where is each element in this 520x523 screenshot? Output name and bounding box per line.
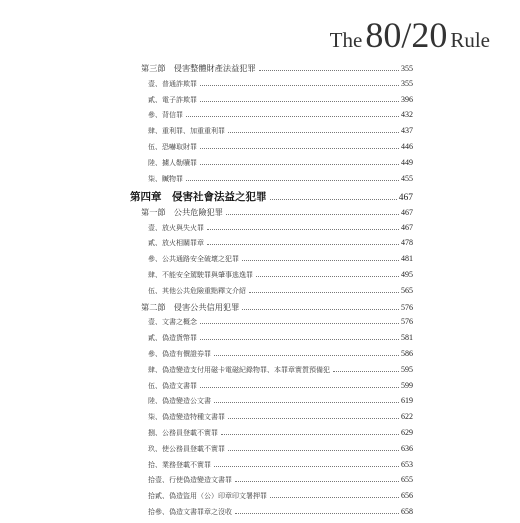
toc-item-row <box>130 238 413 254</box>
toc-page-number: 653 <box>401 459 413 469</box>
toc-page-number: 467 <box>398 193 413 204</box>
toc-leader-dots <box>242 260 399 261</box>
toc-page-number: 432 <box>401 110 413 120</box>
toc-leader-dots <box>200 101 399 102</box>
toc-entry-title: 肆、偽造變造支付用磁卡電磁紀錄物罪、本罪章實質預備犯 <box>148 365 330 374</box>
brand-rule: Rule <box>450 28 490 52</box>
toc-entry-title: 伍、偽造文書罪 <box>148 381 197 390</box>
toc-entry-title: 柒、贓物罪 <box>148 174 183 183</box>
toc-leader-dots <box>200 164 399 165</box>
toc-item-row <box>130 286 413 302</box>
toc-item-row <box>130 270 413 286</box>
toc-item-row <box>130 333 413 349</box>
brand-the: The <box>329 28 363 52</box>
book-brand-header <box>330 14 490 56</box>
toc-leader-dots <box>270 199 397 200</box>
toc-entry-title: 貳、偽造貨幣罪 <box>148 334 197 343</box>
toc-entry-title: 柒、偽造變造特種文書罪 <box>148 413 225 422</box>
toc-leader-dots <box>235 481 399 482</box>
toc-section-row <box>130 207 413 223</box>
toc-item-row <box>130 412 413 428</box>
toc-entry-title: 第四章 侵害社會法益之犯罪 <box>130 191 267 204</box>
toc-page-number: 455 <box>401 173 413 183</box>
toc-page-number: 629 <box>401 428 413 438</box>
toc-leader-dots <box>214 402 399 403</box>
toc-entry-title: 拾、業務登載不實罪 <box>148 460 211 469</box>
toc-leader-dots <box>228 132 399 133</box>
toc-entry-title: 拾貳、偽造盜用（公）印章印文署押罪 <box>148 492 267 501</box>
toc-leader-dots <box>186 180 399 181</box>
toc-page-number: 576 <box>401 317 413 327</box>
toc-entry-title: 參、公共通路安全破壞之犯罪 <box>148 255 239 264</box>
toc-leader-dots <box>214 355 399 356</box>
toc-page-number: 396 <box>401 94 413 104</box>
toc-item-row <box>130 396 413 412</box>
toc-page-number: 565 <box>401 285 413 295</box>
toc-leader-dots <box>200 387 399 388</box>
toc-page-number: 581 <box>401 333 413 343</box>
toc-page-number: 446 <box>401 141 413 151</box>
toc-leader-dots <box>200 85 399 86</box>
brand-number: 80/20 <box>365 15 448 55</box>
toc-page-number: 658 <box>401 507 413 517</box>
toc-leader-dots <box>256 276 399 277</box>
toc-item-row <box>130 79 413 95</box>
toc-leader-dots <box>228 418 399 419</box>
toc-entry-title: 拾參、偽造文書罪章之沒收 <box>148 508 232 517</box>
toc-leader-dots <box>214 466 399 467</box>
toc-entry-title: 拾壹、行使偽造變造文書罪 <box>148 476 232 485</box>
toc-item-row <box>130 317 413 333</box>
toc-entry-title: 第三節 侵害整體財產法益犯罪 <box>141 63 256 73</box>
toc-page-number: 576 <box>401 302 413 312</box>
toc-page-number: 449 <box>401 157 413 167</box>
toc-item-row <box>130 475 413 491</box>
toc-item-row <box>130 381 413 397</box>
toc-entry-title: 肆、不能安全駕駛罪與肇事逃逸罪 <box>148 271 253 280</box>
toc-page-number: 586 <box>401 349 413 359</box>
toc-leader-dots <box>207 244 399 245</box>
toc-entry-title: 陸、擄人勒贖罪 <box>148 158 197 167</box>
toc-item-row <box>130 126 413 142</box>
toc-page-number: 478 <box>401 238 413 248</box>
toc-entry-title: 第二節 侵害公共信用犯罪 <box>141 301 240 312</box>
toc-entry-title: 參、偽造有價證券罪 <box>148 350 211 359</box>
toc-page-number: 495 <box>401 270 413 280</box>
toc-page-number: 622 <box>401 412 413 422</box>
toc-item-row <box>130 428 413 444</box>
toc-entry-title: 貳、放火相關罪章 <box>148 239 204 248</box>
toc-leader-dots <box>221 434 399 435</box>
toc-item-row <box>130 491 413 507</box>
toc-item-row <box>130 95 413 111</box>
toc-item-row <box>130 223 413 239</box>
toc-page-number: 655 <box>401 475 413 485</box>
toc-entry-title: 捌、公務員登載不實罪 <box>148 429 218 438</box>
toc-item-row <box>130 174 413 190</box>
toc-leader-dots <box>207 229 399 230</box>
toc-section-row <box>130 63 413 79</box>
toc-item-row <box>130 110 413 126</box>
toc-entry-title: 第一節 公共危險犯罪 <box>141 206 223 217</box>
toc-item-row <box>130 349 413 365</box>
toc-section-row <box>130 302 413 318</box>
toc-item-row <box>130 158 413 174</box>
toc-entry-title: 伍、其他公共危險重點釋文介紹 <box>148 286 246 295</box>
toc-page-number: 437 <box>401 126 413 136</box>
toc-leader-dots <box>249 292 399 293</box>
toc-leader-dots <box>226 214 399 215</box>
toc-page-number: 467 <box>401 207 413 217</box>
toc-item-row <box>130 507 413 523</box>
toc-entry-title: 伍、恐嚇取財罪 <box>148 142 197 151</box>
toc-leader-dots <box>270 497 399 498</box>
toc-leader-dots <box>186 116 399 117</box>
toc-page-number: 656 <box>401 491 413 501</box>
toc-leader-dots <box>200 323 399 324</box>
toc-item-row <box>130 142 413 158</box>
toc-page-number: 619 <box>401 396 413 406</box>
toc-leader-dots <box>242 309 399 310</box>
toc-leader-dots <box>259 70 399 71</box>
toc-page-number: 481 <box>401 254 413 264</box>
toc-entry-title: 玖、使公務員登載不實罪 <box>148 444 225 453</box>
toc-page-number: 355 <box>401 78 413 88</box>
toc-leader-dots <box>200 148 399 149</box>
toc-entry-title: 陸、偽造變造公文書 <box>148 397 211 406</box>
toc-page-number: 595 <box>401 364 413 374</box>
toc-entry-title: 壹、普通詐欺罪 <box>148 79 197 88</box>
toc-leader-dots <box>235 513 399 514</box>
toc-page-number: 599 <box>401 380 413 390</box>
toc-page-number: 355 <box>401 64 413 73</box>
toc-chapter-row <box>130 189 413 207</box>
toc-entry-title: 壹、放火與失火罪 <box>148 223 204 232</box>
toc-leader-dots <box>228 450 399 451</box>
toc-entry-title: 肆、重利罪、加重重利罪 <box>148 127 225 136</box>
toc-item-row <box>130 444 413 460</box>
toc-entry-title: 貳、電子詐欺罪 <box>148 95 197 104</box>
table-of-contents <box>130 63 413 523</box>
toc-item-row <box>130 460 413 476</box>
toc-entry-title: 參、背信罪 <box>148 111 183 120</box>
toc-leader-dots <box>200 339 399 340</box>
toc-item-row <box>130 254 413 270</box>
toc-page-number: 467 <box>401 222 413 232</box>
toc-item-row <box>130 365 413 381</box>
toc-entry-title: 壹、文書之概念 <box>148 318 197 327</box>
toc-page-number: 636 <box>401 443 413 453</box>
toc-leader-dots <box>333 371 399 372</box>
